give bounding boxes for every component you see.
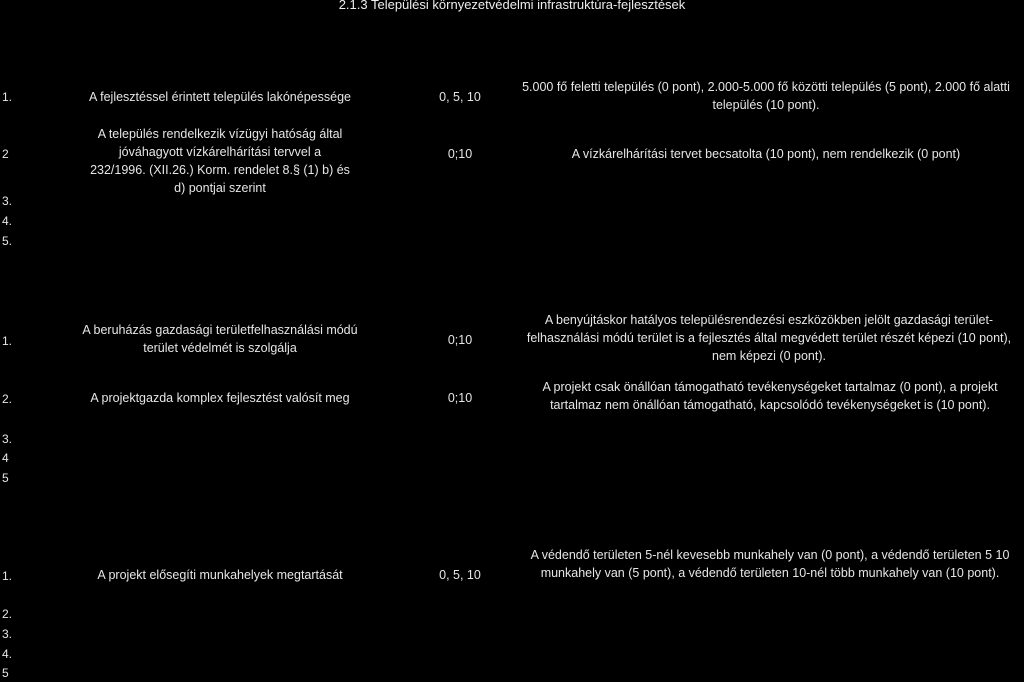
points-value: 0;10 xyxy=(447,147,473,161)
row-number: 4. xyxy=(2,647,13,661)
criterion-text: A fejlesztéssel érintett település lakónépessége xyxy=(89,90,351,104)
row-number: 5. xyxy=(2,234,13,248)
scoring-description: A projekt csak önállóan támogatható tevékenységeket tartalmaz (0 pont), a projekt tartalmaz nem önállóan támogatható, kapcsolódó tevékenységeket is (10 pont). xyxy=(542,380,998,412)
row-number: 1. xyxy=(2,90,13,104)
row-number: 1. xyxy=(2,334,13,348)
row-number: 3. xyxy=(2,194,13,208)
criterion-text: A beruházás gazdasági területfelhasználási módú terület védelmét is szolgálja xyxy=(82,323,358,355)
row-number: 2. xyxy=(2,607,13,621)
row-number: 3. xyxy=(2,627,13,641)
page-title: 2.1.3 Települési környezetvédelmi infrastruktúra-fejlesztések xyxy=(338,0,686,12)
scoring-description: A benyújtáskor hatályos településrendezési eszközökben jelölt gazdasági terület-felhasználási módú terület is a fejlesztés által megvédett terület részét képezi (10 pont), nem képezi (0 pont). xyxy=(526,313,1012,363)
row-number: 4 xyxy=(2,451,9,465)
points-value: 0;10 xyxy=(447,333,473,347)
points-value: 0, 5, 10 xyxy=(439,90,481,104)
row-number: 5 xyxy=(2,471,9,485)
criterion-text: A település rendelkezik vízügyi hatóság által jóváhagyott vízkárelhárítási tervvel a 232/1996. (XII.26.) Korm. rendelet 8.§ (1) b) és d) pontjai szerint xyxy=(90,127,350,195)
row-number: 1. xyxy=(2,569,13,583)
row-number: 3. xyxy=(2,432,13,446)
points-value: 0, 5, 10 xyxy=(439,568,481,582)
points-value: 0;10 xyxy=(447,391,473,405)
scoring-description: A vízkárelhárítási tervet becsatolta (10 pont), nem rendelkezik (0 pont) xyxy=(571,147,961,161)
row-number: 4. xyxy=(2,214,13,228)
criterion-text: A projekt elősegíti munkahelyek megtartását xyxy=(97,568,343,582)
row-number: 2. xyxy=(2,392,13,406)
row-number: 5 xyxy=(2,666,9,680)
row-number: 2 xyxy=(2,147,9,161)
scoring-description: 5.000 fő feletti település (0 pont), 2.000-5.000 fő közötti település (5 pont), 2.000 fő alatti település (10 pont). xyxy=(522,80,1010,112)
scoring-description: A védendő területen 5-nél kevesebb munkahely van (0 pont), a védendő területen 5 10 munkahely van (5 pont), a védendő területen 10-nél több munkahely van (10 pont). xyxy=(530,548,1010,580)
criterion-text: A projektgazda komplex fejlesztést valósít meg xyxy=(90,391,350,405)
